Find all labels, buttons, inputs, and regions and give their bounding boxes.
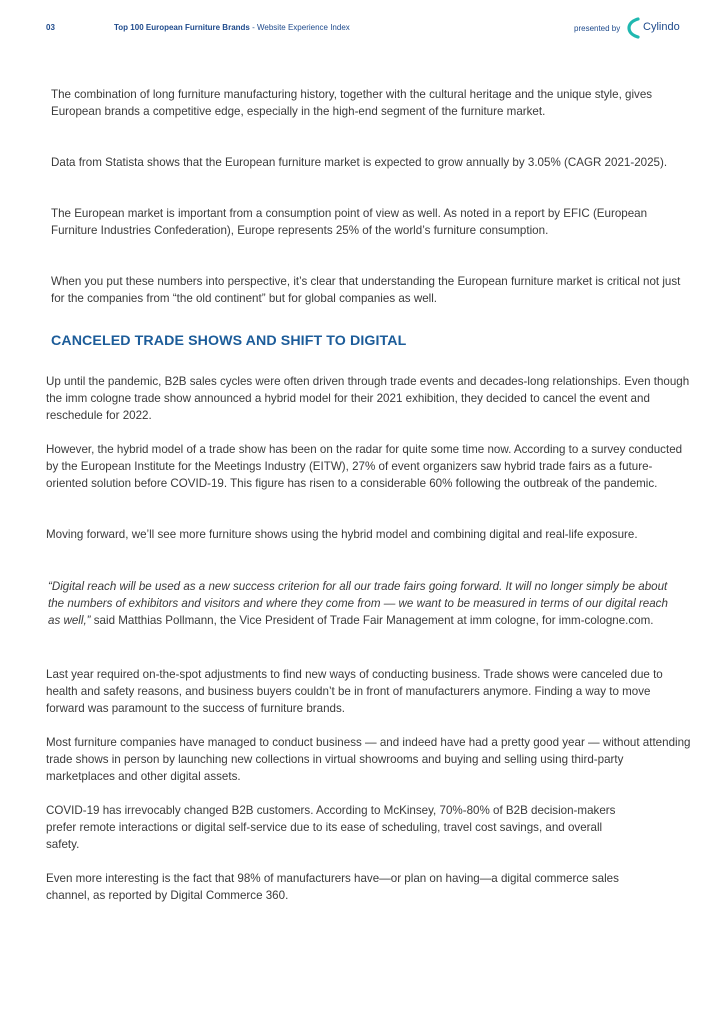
document-title-bold: Top 100 European Furniture Brands xyxy=(114,23,250,32)
page-number: 03 xyxy=(46,23,55,32)
intro-paragraph-1: The combination of long furniture manufacturing history, together with the cultural heritage and the unique style, gives European brands a competitive edge, especially in the high-end segment of the furniture market. xyxy=(51,88,653,118)
section-paragraph-4: Last year required on-the-spot adjustments to find new ways of conducting business. Trade shows were canceled due to health and safety reasons, and business buyers couldn’t be in front of manufacturers anymore. Finding a way to move forward was paramount to the success of furniture brands. xyxy=(46,668,663,715)
document-title-rest: - Website Experience Index xyxy=(249,23,350,32)
document-title xyxy=(114,23,350,32)
cylindo-logo-icon xyxy=(626,17,642,39)
section-paragraph-1: Up until the pandemic, B2B sales cycles were often driven through trade events and decades-long relationships. Even though the imm cologne trade show announced a hybrid model for their 2021 exhibition, they decided to cancel the event and reschedule for 2022. xyxy=(46,375,690,422)
section-paragraph-3: Moving forward, we’ll see more furniture shows using the hybrid model and combining digital and real-life exposure. xyxy=(46,528,638,541)
section-paragraph-5: Most furniture companies have managed to conduct business — and indeed have had a pretty good year — without attending trade shows in person by launching new collections in virtual showrooms and buying and selling using third-party marketplaces and other digital assets. xyxy=(46,736,691,783)
quote-attribution: said Matthias Pollmann, the Vice President of Trade Fair Management at imm cologne, for imm-cologne.com. xyxy=(90,614,654,627)
section-paragraph-7: Even more interesting is the fact that 98% of manufacturers have—or plan on having—a digital commerce sales channel, as reported by Digital Commerce 360. xyxy=(46,872,619,902)
intro-paragraph-4: When you put these numbers into perspective, it’s clear that understanding the European furniture market is critical not just for the companies from “the old continent” but for global companies as well. xyxy=(51,275,681,305)
presented-by-label: presented by xyxy=(574,24,621,33)
quote-paragraph xyxy=(48,578,678,629)
quote-text: “Digital reach will be used as a new success criterion for all our trade fairs going forward. It will no longer simply be about the numbers of exhibitors and visitors and where they come from — we want to be measured in terms of our digital reach as well,” xyxy=(48,580,668,627)
page-header xyxy=(0,0,724,50)
intro-paragraph-3: The European market is important from a consumption point of view as well. As noted in a report by EFIC (European Furniture Industries Confederation), Europe represents 25% of the world’s furniture consumption. xyxy=(51,207,648,237)
cylindo-logo xyxy=(626,17,688,39)
section-heading: CANCELED TRADE SHOWS AND SHIFT TO DIGITAL xyxy=(51,333,407,349)
section-paragraph-2: However, the hybrid model of a trade show has been on the radar for quite some time now. According to a survey conducted by the European Institute for the Meetings Industry (EITW), 27% of event organizers saw hybrid trade fairs as a future-oriented solution before COVID-19. This figure has risen to a considerable 60% following the outbreak of the pandemic. xyxy=(46,443,683,490)
cylindo-logo-text: Cylindo xyxy=(643,21,680,33)
intro-paragraph-2: Data from Statista shows that the European furniture market is expected to grow annually by 3.05% (CAGR 2021-2025). xyxy=(51,156,668,169)
section-paragraph-6: COVID-19 has irrevocably changed B2B customers. According to McKinsey, 70%-80% of B2B decision-makers prefer remote interactions or digital self-service due to its ease of scheduling, travel cost savings, and overall safety. xyxy=(46,804,616,851)
